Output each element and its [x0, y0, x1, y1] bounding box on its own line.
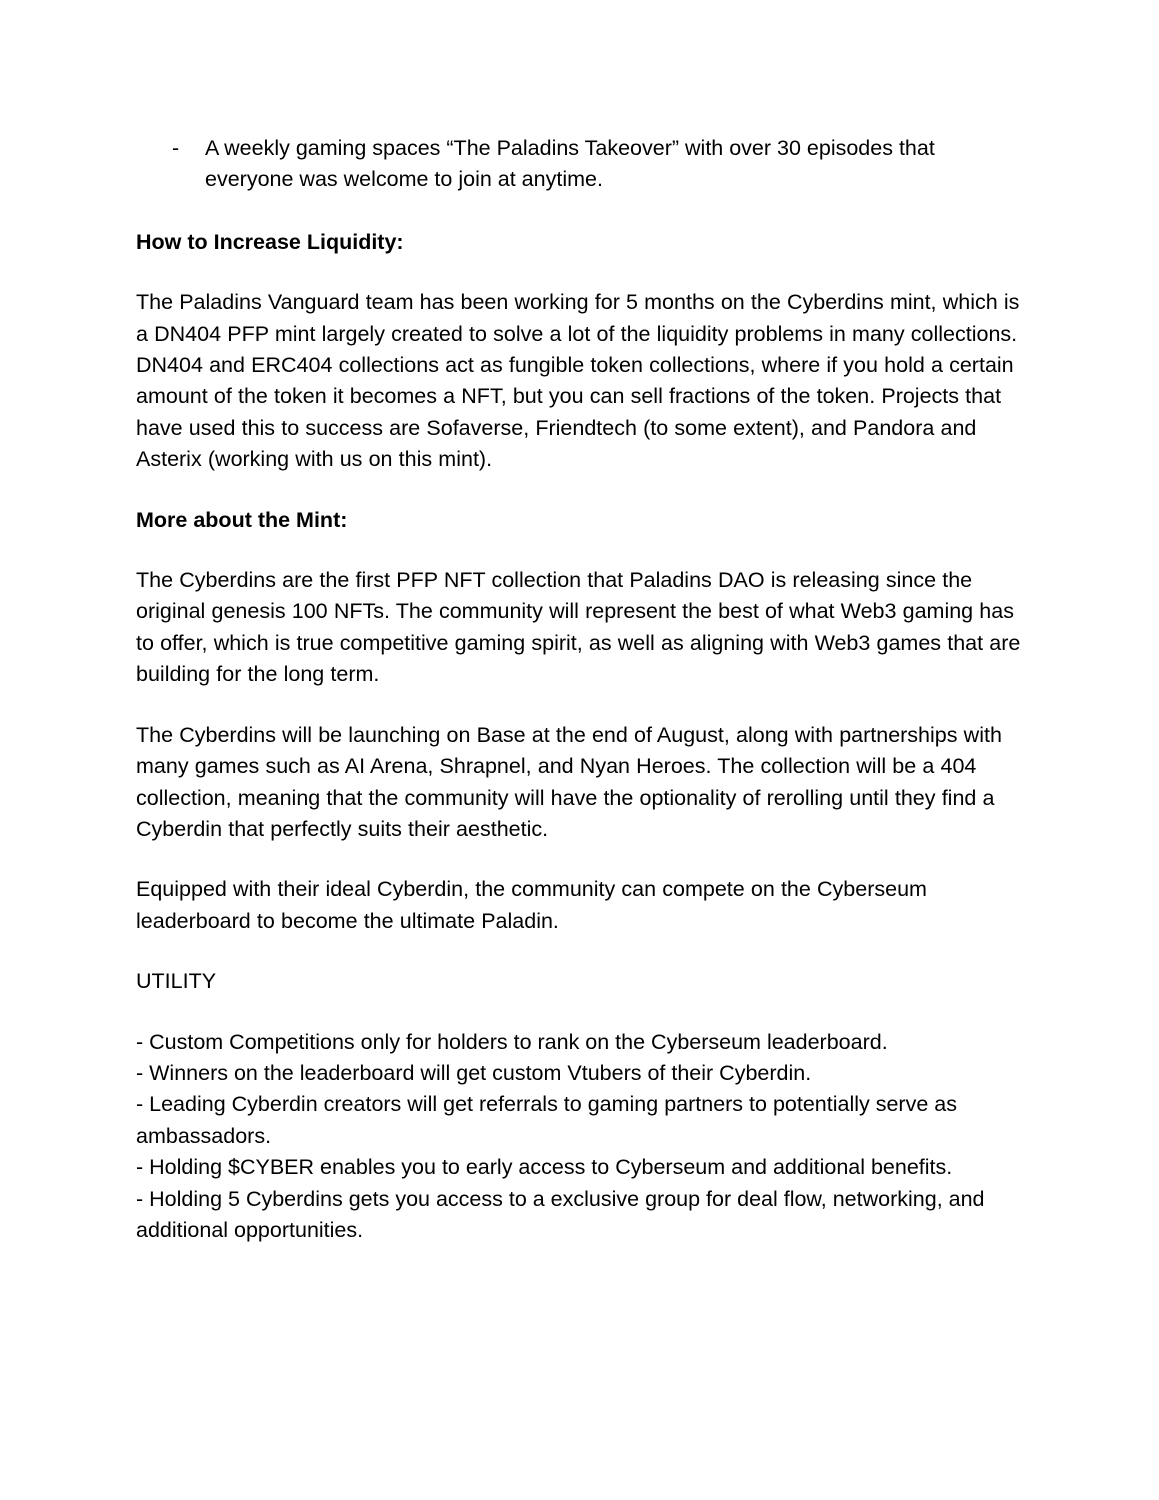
intro-bullet-list: [136, 133, 1024, 196]
utility-list: [136, 1027, 1024, 1247]
paragraph-mint-collection: The Cyberdins are the first PFP NFT collection that Paladins DAO is releasing since the original genesis 100 NFTs. The community will represent the best of what Web3 gaming has to offer, which is true competitive gaming spirit, as well as aligning with Web3 games that are building for the long term.: [136, 568, 1021, 687]
list-item: - Winners on the leaderboard will get custom Vtubers of their Cyberdin.: [136, 1060, 812, 1085]
list-item: - Leading Cyberdin creators will get referrals to gaming partners to potentially serve as ambassadors.: [136, 1092, 957, 1148]
paragraph-liquidity-body: The Paladins Vanguard team has been working for 5 months on the Cyberdins mint, which is a DN404 PFP mint largely created to solve a lot of the liquidity problems in many collections. DN404 and ERC404 collections act as fungible token collections, where if you hold a certain amount of the token it becomes a NFT, but you can sell fractions of the token. Projects that have used this to success are Sofaverse, Friendtech (to some extent), and Pandora and Asterix (working with us on this mint).: [136, 290, 1020, 472]
list-item: [136, 133, 1024, 196]
section-heading-mint: More about the Mint:: [136, 507, 348, 532]
dash-bullet-marker: -: [172, 136, 180, 160]
paragraph-mint-launch: The Cyberdins will be launching on Base at the end of August, along with partnerships with many games such as AI Arena, Shrapnel, and Nyan Heroes. The collection will be a 404 collection, meaning that the community will have the optionality of rerolling until they find a Cyberdin that perfectly suits their aesthetic.: [136, 722, 1002, 841]
list-item: - Holding $CYBER enables you to early access to Cyberseum and additional benefits.: [136, 1155, 953, 1180]
utility-heading: UTILITY: [136, 969, 217, 994]
section-heading-liquidity: How to Increase Liquidity:: [136, 229, 404, 254]
list-item: - Holding 5 Cyberdins gets you access to a exclusive group for deal flow, networking, and additional opportunities.: [136, 1186, 985, 1242]
list-item-text: A weekly gaming spaces “The Paladins Takeover” with over 30 episodes that everyone was welcome to join at anytime.: [205, 136, 935, 192]
paragraph-mint-leaderboard: Equipped with their ideal Cyberdin, the community can compete on the Cyberseum leaderboard to become the ultimate Paladin.: [136, 877, 927, 933]
list-item: - Custom Competitions only for holders to rank on the Cyberseum leaderboard.: [136, 1029, 888, 1054]
document-body: [136, 133, 1024, 1246]
